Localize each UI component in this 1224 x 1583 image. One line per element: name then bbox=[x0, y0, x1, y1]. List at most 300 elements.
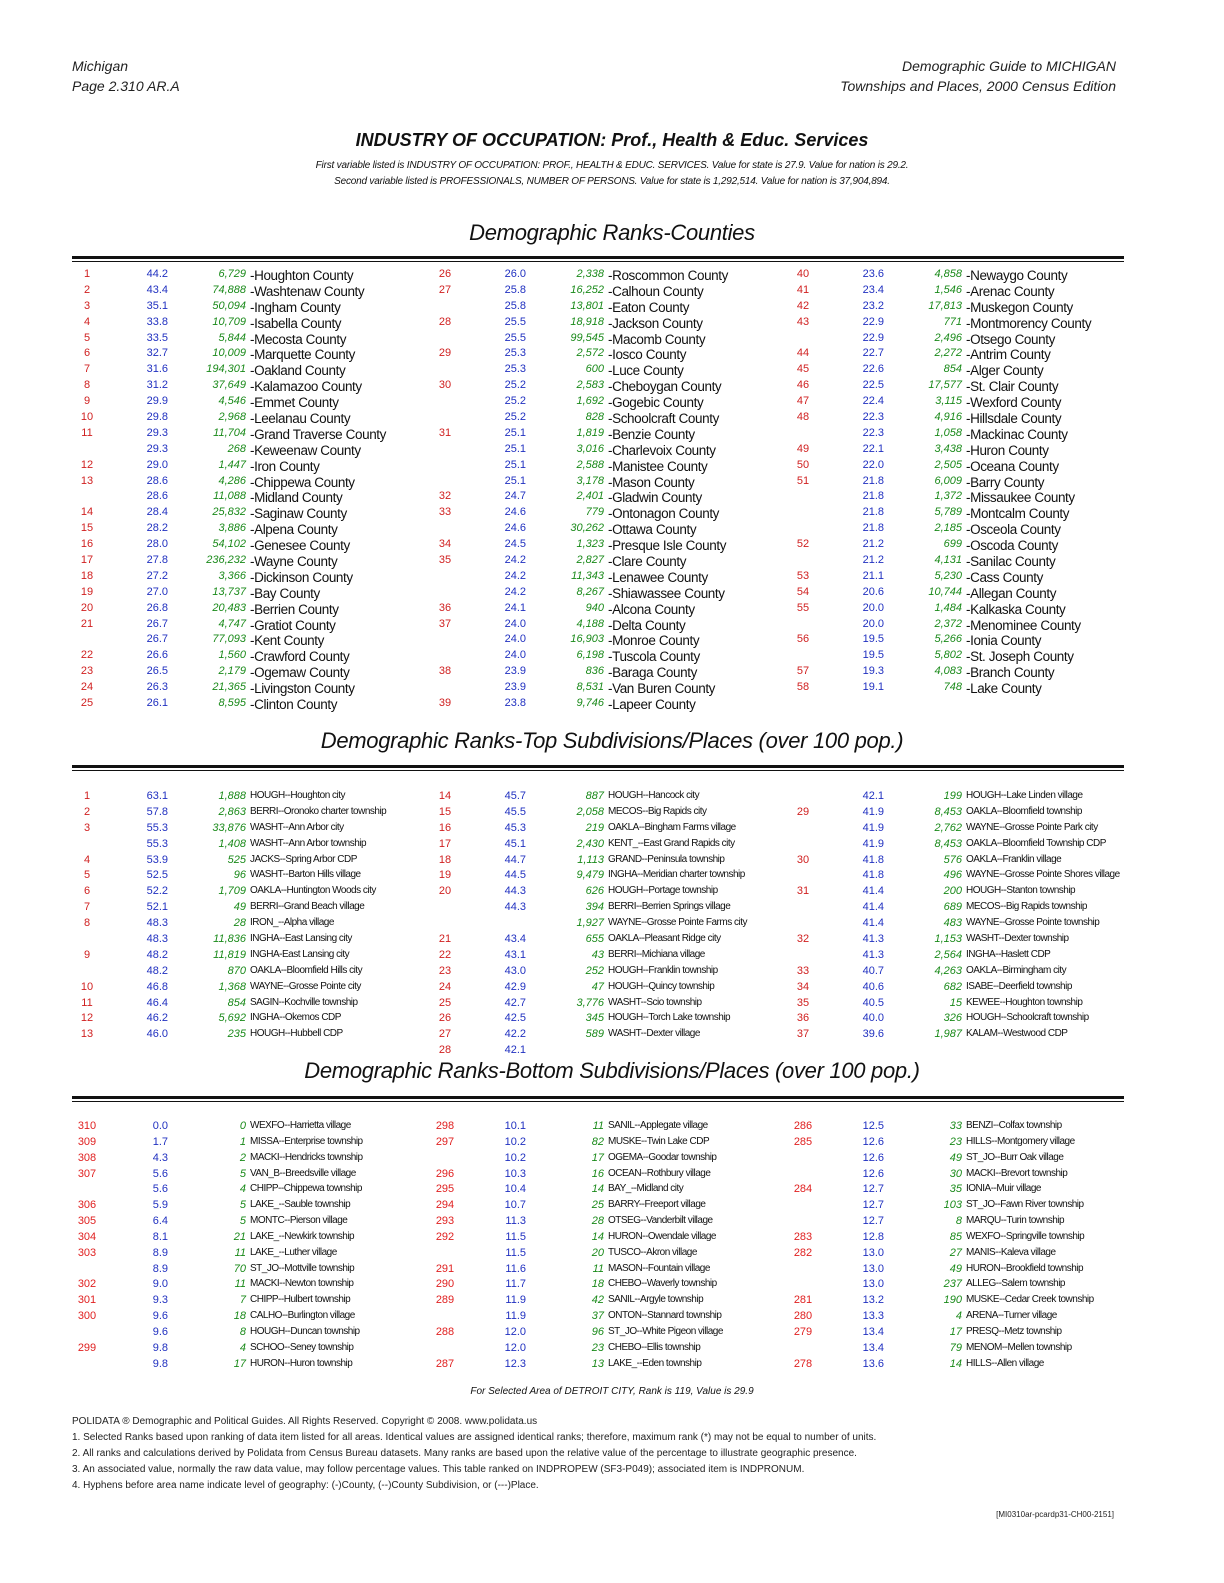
area-name-cell: MONTC--Pierson village bbox=[250, 1215, 348, 1227]
percent-cell: 22.4 bbox=[862, 395, 884, 408]
percent-cell: 0.0 bbox=[152, 1120, 168, 1132]
page-title: INDUSTRY OF OCCUPATION: Prof., Health & Educ. Services bbox=[355, 130, 869, 150]
area-name-cell: HOUGH--Duncan township bbox=[250, 1325, 360, 1337]
percent-cell: 27.0 bbox=[146, 585, 168, 598]
table-row bbox=[72, 268, 1142, 284]
rank-cell: 286 bbox=[793, 1120, 813, 1132]
percent-cell: 11.9 bbox=[505, 1294, 526, 1307]
area-name-cell: WAYNE--Grosse Pointe Shores village bbox=[966, 869, 1120, 881]
area-name-cell: -Marquette County bbox=[250, 347, 356, 363]
count-cell: 20,483 bbox=[212, 601, 246, 614]
percent-cell: 40.7 bbox=[862, 964, 884, 977]
percent-cell: 25.8 bbox=[504, 283, 526, 296]
area-name-cell: -Branch County bbox=[966, 665, 1055, 681]
percent-cell: 23.9 bbox=[504, 665, 526, 678]
rank-cell: 56 bbox=[796, 633, 810, 646]
area-name-cell: -Oceana County bbox=[966, 458, 1059, 474]
count-cell: 9,746 bbox=[576, 697, 604, 710]
percent-cell: 41.4 bbox=[862, 885, 884, 898]
percent-cell: 48.2 bbox=[146, 964, 168, 977]
table-row bbox=[72, 1326, 1142, 1342]
area-name-cell: OAKLA--Birmingham city bbox=[966, 964, 1067, 976]
count-cell: 1,368 bbox=[218, 980, 246, 993]
percent-cell: 26.1 bbox=[146, 697, 168, 710]
area-name-cell: -Baraga County bbox=[608, 665, 697, 681]
table-row bbox=[72, 1231, 1142, 1247]
area-name-cell: HILLS--Allen village bbox=[966, 1357, 1044, 1369]
count-cell: 10,709 bbox=[212, 315, 246, 328]
count-cell: 79 bbox=[949, 1341, 962, 1354]
area-name-cell: OAKLA--Pleasant Ridge city bbox=[608, 933, 721, 945]
count-cell: 18,918 bbox=[570, 315, 604, 328]
percent-cell: 21.2 bbox=[862, 538, 884, 551]
rank-cell: 51 bbox=[796, 474, 810, 487]
percent-cell: 24.0 bbox=[504, 633, 526, 646]
area-name-cell: -Ogemaw County bbox=[250, 665, 350, 681]
rank-cell: 300 bbox=[77, 1310, 97, 1323]
percent-cell: 42.1 bbox=[862, 790, 884, 802]
header-right bbox=[840, 56, 1116, 96]
rank-cell: 31 bbox=[796, 885, 810, 898]
count-cell: 23 bbox=[591, 1341, 604, 1354]
rank-cell: 28 bbox=[438, 1044, 452, 1057]
percent-cell: 45.1 bbox=[504, 837, 526, 850]
percent-cell: 32.7 bbox=[146, 347, 168, 360]
table-row bbox=[72, 1028, 1142, 1044]
area-name-cell: MISSA--Enterprise township bbox=[250, 1135, 363, 1147]
percent-cell: 13.4 bbox=[862, 1341, 884, 1354]
area-name-cell: WASHT--Ann Arbor city bbox=[250, 821, 344, 833]
table-row bbox=[72, 570, 1142, 586]
count-cell: 626 bbox=[585, 885, 604, 898]
rank-cell: 33 bbox=[438, 506, 452, 519]
rank-cell: 32 bbox=[438, 490, 452, 503]
area-name-cell: -Huron County bbox=[966, 442, 1049, 458]
count-cell: 17 bbox=[233, 1357, 246, 1370]
area-name-cell: -Emmet County bbox=[250, 395, 339, 411]
percent-cell: 35.1 bbox=[146, 299, 168, 312]
area-name-cell: MASON--Fountain village bbox=[608, 1262, 710, 1274]
percent-cell: 24.6 bbox=[504, 506, 526, 519]
percent-cell: 40.6 bbox=[862, 980, 884, 993]
rank-cell: 30 bbox=[438, 379, 452, 392]
area-name-cell: -Schoolcraft County bbox=[608, 411, 719, 427]
area-name-cell: -Gladwin County bbox=[608, 490, 702, 506]
count-cell: 4,747 bbox=[218, 617, 246, 630]
rank-cell: 44 bbox=[796, 347, 810, 360]
area-name-cell: -Iosco County bbox=[608, 347, 687, 363]
count-cell: 4,546 bbox=[218, 395, 246, 408]
area-name-cell: -Manistee County bbox=[608, 458, 708, 474]
count-cell: 1,408 bbox=[218, 837, 246, 850]
count-cell: 1,560 bbox=[218, 649, 246, 662]
rank-cell: 10 bbox=[80, 411, 94, 424]
area-name-cell: GRAND--Peninsula township bbox=[608, 853, 725, 865]
rank-cell: 27 bbox=[438, 1028, 452, 1041]
count-cell: 77,093 bbox=[212, 633, 246, 646]
area-name-cell: MUSKE--Cedar Creek township bbox=[966, 1294, 1094, 1306]
percent-cell: 5.9 bbox=[152, 1199, 168, 1212]
count-cell: 200 bbox=[943, 885, 962, 898]
percent-cell: 41.8 bbox=[862, 853, 884, 866]
percent-cell: 29.9 bbox=[146, 395, 168, 408]
count-cell: 11 bbox=[234, 1246, 246, 1259]
area-name-cell: -Charlevoix County bbox=[608, 442, 716, 458]
percent-cell: 24.2 bbox=[504, 585, 526, 598]
table-row bbox=[72, 490, 1142, 506]
table-row bbox=[72, 633, 1142, 649]
section-title-bottom: Demographic Ranks-Bottom Subdivisions/Places (over 100 pop.) bbox=[304, 1058, 920, 1083]
rank-cell: 303 bbox=[77, 1246, 97, 1259]
percent-cell: 8.9 bbox=[152, 1262, 168, 1275]
area-name-cell: INGHA--Haslett CDP bbox=[966, 948, 1051, 960]
percent-cell: 45.3 bbox=[504, 821, 526, 834]
area-name-cell: JACKS--Spring Arbor CDP bbox=[250, 853, 357, 865]
footnotes bbox=[72, 1414, 876, 1494]
count-cell: 252 bbox=[585, 964, 604, 977]
percent-cell: 42.1 bbox=[504, 1044, 526, 1057]
table-row bbox=[72, 854, 1142, 870]
table-row bbox=[72, 300, 1142, 316]
percent-cell: 53.9 bbox=[146, 853, 168, 866]
percent-cell: 41.9 bbox=[862, 821, 884, 834]
rank-cell: 19 bbox=[438, 869, 452, 882]
count-cell: 1,153 bbox=[934, 933, 962, 946]
table-row bbox=[72, 506, 1142, 522]
count-cell: 13,737 bbox=[212, 585, 246, 598]
rank-cell: 14 bbox=[80, 506, 94, 519]
percent-cell: 44.2 bbox=[146, 268, 168, 280]
count-cell: 854 bbox=[227, 996, 246, 1009]
rank-cell: 6 bbox=[83, 885, 91, 898]
rank-cell: 296 bbox=[435, 1167, 455, 1180]
count-cell: 28 bbox=[233, 917, 246, 930]
percent-cell: 9.6 bbox=[152, 1310, 168, 1323]
percent-cell: 20.6 bbox=[862, 585, 884, 598]
area-name-cell: WEXFO--Harrietta village bbox=[250, 1120, 351, 1131]
rank-cell: 22 bbox=[80, 649, 94, 662]
area-name-cell: -Ingham County bbox=[250, 299, 341, 315]
percent-cell: 24.0 bbox=[504, 649, 526, 662]
percent-cell: 13.4 bbox=[862, 1325, 884, 1338]
rank-cell: 32 bbox=[796, 933, 810, 946]
area-name-cell: -Lake County bbox=[966, 681, 1042, 697]
area-name-cell: WASHT--Barton Hills village bbox=[250, 869, 361, 881]
percent-cell: 25.5 bbox=[504, 315, 526, 328]
table-row bbox=[72, 1294, 1142, 1310]
count-cell: 14 bbox=[591, 1183, 604, 1196]
percent-cell: 48.3 bbox=[146, 933, 168, 946]
percent-cell: 6.4 bbox=[152, 1215, 168, 1228]
rank-cell: 307 bbox=[77, 1167, 97, 1180]
percent-cell: 12.5 bbox=[862, 1120, 884, 1132]
rank-cell: 55 bbox=[796, 601, 810, 614]
footnote-line: 2. All ranks and calculations derived by Polidata from Census Bureau datasets. Many ranks are based upon the relative value of the percentage to illustrate geographic presence. bbox=[72, 1448, 857, 1459]
area-name-cell: -Barry County bbox=[966, 474, 1045, 490]
area-name-cell: -Ottawa County bbox=[608, 522, 697, 538]
area-name-cell: -Saginaw County bbox=[250, 506, 347, 522]
rank-cell: 5 bbox=[83, 331, 91, 344]
percent-cell: 22.3 bbox=[862, 426, 884, 439]
count-cell: 2,968 bbox=[218, 411, 246, 424]
percent-cell: 28.6 bbox=[146, 490, 168, 503]
count-cell: 1,819 bbox=[576, 426, 604, 439]
count-cell: 8,595 bbox=[218, 697, 246, 710]
count-cell: 11,343 bbox=[571, 569, 604, 582]
area-name-cell: IONIA--Muir village bbox=[966, 1183, 1041, 1195]
percent-cell: 27.2 bbox=[146, 569, 168, 582]
rank-cell: 291 bbox=[435, 1262, 455, 1275]
count-cell: 5,230 bbox=[934, 569, 962, 582]
footnote-line: POLIDATA ® Demographic and Political Guides. All Rights Reserved. Copyright © 2008. www.polidata.us bbox=[72, 1416, 538, 1427]
percent-cell: 21.8 bbox=[862, 522, 884, 535]
table-row bbox=[72, 869, 1142, 885]
section-title-counties: Demographic Ranks-Counties bbox=[469, 220, 755, 245]
rank-cell: 309 bbox=[77, 1135, 97, 1148]
count-cell: 28 bbox=[591, 1215, 604, 1228]
rank-cell: 34 bbox=[796, 980, 810, 993]
percent-cell: 22.9 bbox=[862, 315, 884, 328]
table-row bbox=[72, 427, 1142, 443]
percent-cell: 41.9 bbox=[862, 837, 884, 850]
rank-cell: 17 bbox=[80, 554, 94, 567]
percent-cell: 12.3 bbox=[504, 1357, 526, 1370]
bottom-places-rank-table bbox=[72, 1120, 1142, 1374]
count-cell: 14 bbox=[949, 1357, 962, 1370]
count-cell: 3,178 bbox=[576, 474, 604, 487]
percent-cell: 1.7 bbox=[152, 1135, 168, 1148]
area-name-cell: ISABE--Deerfield township bbox=[966, 980, 1072, 992]
area-name-cell: -Lenawee County bbox=[608, 569, 708, 585]
area-name-cell: -Jackson County bbox=[608, 315, 703, 331]
percent-cell: 28.2 bbox=[146, 522, 168, 535]
area-name-cell: -Muskegon County bbox=[966, 299, 1073, 315]
rank-cell: 11 bbox=[81, 426, 93, 439]
percent-cell: 11.9 bbox=[505, 1310, 526, 1323]
count-cell: 5,266 bbox=[934, 633, 962, 646]
percent-cell: 22.6 bbox=[862, 363, 884, 376]
section-title-top: Demographic Ranks-Top Subdivisions/Places (over 100 pop.) bbox=[320, 728, 904, 753]
percent-cell: 25.1 bbox=[504, 458, 526, 471]
count-cell: 1,987 bbox=[934, 1028, 962, 1041]
percent-cell: 25.8 bbox=[504, 299, 526, 312]
count-cell: 21 bbox=[233, 1230, 246, 1243]
count-cell: 16 bbox=[591, 1167, 604, 1180]
count-cell: 8,453 bbox=[934, 837, 962, 850]
rank-cell: 298 bbox=[435, 1120, 455, 1132]
table-row bbox=[72, 459, 1142, 475]
area-name-cell: -Oscoda County bbox=[966, 538, 1058, 554]
area-name-cell: -Montcalm County bbox=[966, 506, 1070, 522]
count-cell: 2,272 bbox=[934, 347, 962, 360]
rank-cell: 2 bbox=[83, 805, 91, 818]
count-cell: 828 bbox=[585, 411, 604, 424]
count-cell: 47 bbox=[591, 980, 604, 993]
rank-cell: 16 bbox=[80, 538, 94, 551]
area-name-cell: BENZI--Colfax township bbox=[966, 1120, 1062, 1131]
area-name-cell: OAKLA--Bloomfield Township CDP bbox=[966, 837, 1106, 849]
percent-cell: 24.6 bbox=[504, 522, 526, 535]
count-cell: 779 bbox=[585, 506, 604, 519]
area-name-cell: OAKLA--Bloomfield Hills city bbox=[250, 964, 363, 976]
count-cell: 1,692 bbox=[576, 395, 604, 408]
table-row bbox=[72, 901, 1142, 917]
count-cell: 2,179 bbox=[218, 665, 246, 678]
count-cell: 854 bbox=[943, 363, 962, 376]
rank-cell: 294 bbox=[435, 1199, 455, 1212]
percent-cell: 26.6 bbox=[146, 649, 168, 662]
guide-edition: Townships and Places, 2000 Census Edition bbox=[840, 78, 1116, 94]
percent-cell: 13.0 bbox=[862, 1246, 884, 1259]
percent-cell: 10.1 bbox=[504, 1120, 526, 1132]
count-cell: 17,813 bbox=[928, 299, 962, 312]
percent-cell: 25.1 bbox=[504, 442, 526, 455]
count-cell: 9,479 bbox=[576, 869, 604, 882]
percent-cell: 25.1 bbox=[504, 474, 526, 487]
area-name-cell: HURON--Brookfield township bbox=[966, 1262, 1084, 1274]
count-cell: 13,801 bbox=[570, 299, 604, 312]
percent-cell: 25.3 bbox=[504, 363, 526, 376]
rank-cell: 283 bbox=[793, 1230, 813, 1243]
area-name-cell: -Lapeer County bbox=[608, 697, 696, 713]
count-cell: 7 bbox=[239, 1294, 246, 1307]
table-row bbox=[72, 838, 1142, 854]
area-name-cell: MECOS--Big Rapids city bbox=[608, 805, 707, 817]
count-cell: 219 bbox=[585, 821, 604, 834]
table-row bbox=[72, 411, 1142, 427]
count-cell: 1,372 bbox=[934, 490, 962, 503]
count-cell: 27 bbox=[949, 1246, 962, 1259]
count-cell: 14 bbox=[591, 1230, 604, 1243]
count-cell: 50,094 bbox=[212, 299, 246, 312]
rank-cell: 53 bbox=[796, 569, 810, 582]
area-name-cell: WASHT--Dexter township bbox=[966, 933, 1069, 945]
table-row bbox=[72, 554, 1142, 570]
count-cell: 5,789 bbox=[934, 506, 962, 519]
area-name-cell: ONTON--Stannard township bbox=[608, 1310, 722, 1322]
rank-cell: 26 bbox=[438, 268, 452, 280]
area-name-cell: -Alpena County bbox=[250, 522, 338, 538]
rank-cell: 8 bbox=[83, 379, 91, 392]
count-cell: 5,692 bbox=[218, 1012, 246, 1025]
count-cell: 10,744 bbox=[928, 585, 962, 598]
detroit-note: For Selected Area of DETROIT CITY, Rank is 119, Value is 29.9 bbox=[470, 1386, 754, 1397]
area-name-cell: HURON--Huron township bbox=[250, 1357, 353, 1369]
area-name-cell: WAYNE--Grosse Pointe Park city bbox=[966, 821, 1098, 833]
rank-cell: 58 bbox=[796, 681, 810, 694]
table-row bbox=[72, 649, 1142, 665]
table-row bbox=[72, 475, 1142, 491]
area-name-cell: HOUGH--Franklin township bbox=[608, 964, 718, 976]
count-cell: 235 bbox=[227, 1028, 246, 1041]
table-row bbox=[72, 1310, 1142, 1326]
rank-cell: 28 bbox=[438, 315, 452, 328]
state-name: Michigan bbox=[72, 58, 129, 74]
area-name-cell: ARENA--Turner village bbox=[966, 1310, 1057, 1322]
rank-cell: 308 bbox=[77, 1151, 97, 1164]
percent-cell: 41.4 bbox=[862, 917, 884, 930]
percent-cell: 19.5 bbox=[862, 649, 884, 662]
rank-cell: 10 bbox=[80, 980, 94, 993]
area-name-cell: -Clare County bbox=[608, 554, 687, 570]
percent-cell: 44.3 bbox=[504, 901, 526, 914]
count-cell: 11,704 bbox=[213, 426, 246, 439]
table-row bbox=[72, 1263, 1142, 1279]
rank-cell: 36 bbox=[796, 1012, 810, 1025]
percent-cell: 8.1 bbox=[152, 1230, 168, 1243]
rank-cell: 17 bbox=[438, 837, 452, 850]
area-name-cell: LAKE_--Luther village bbox=[250, 1246, 337, 1258]
percent-cell: 26.5 bbox=[146, 665, 168, 678]
rank-cell: 49 bbox=[796, 442, 810, 455]
table-row bbox=[72, 1183, 1142, 1199]
count-cell: 2,430 bbox=[576, 837, 604, 850]
area-name-cell: -Calhoun County bbox=[608, 283, 704, 299]
rank-cell: 23 bbox=[80, 665, 94, 678]
percent-cell: 52.2 bbox=[146, 885, 168, 898]
table-row bbox=[72, 697, 1142, 713]
percent-cell: 22.5 bbox=[862, 379, 884, 392]
percent-cell: 25.2 bbox=[504, 395, 526, 408]
percent-cell: 25.2 bbox=[504, 411, 526, 424]
rank-cell: 288 bbox=[435, 1325, 455, 1338]
table-row bbox=[72, 586, 1142, 602]
count-cell: 4,286 bbox=[218, 474, 246, 487]
percent-cell: 46.2 bbox=[146, 1012, 168, 1025]
section-rule bbox=[72, 256, 1124, 262]
percent-cell: 24.0 bbox=[504, 617, 526, 630]
area-name-cell: BERRI--Michiana village bbox=[608, 948, 705, 960]
percent-cell: 41.4 bbox=[862, 901, 884, 914]
table-row bbox=[72, 1199, 1142, 1215]
count-cell: 496 bbox=[943, 869, 962, 882]
area-name-cell: BERRI--Grand Beach village bbox=[250, 901, 365, 913]
rank-cell: 29 bbox=[438, 347, 452, 360]
area-name-cell: -Roscommon County bbox=[608, 268, 728, 283]
count-cell: 5 bbox=[239, 1167, 246, 1180]
rank-cell: 57 bbox=[796, 665, 810, 678]
count-cell: 17 bbox=[949, 1325, 962, 1338]
table-row bbox=[72, 933, 1142, 949]
percent-cell: 11.6 bbox=[505, 1262, 526, 1275]
area-name-cell: BERRI--Oronoko charter township bbox=[250, 805, 387, 817]
rank-cell: 37 bbox=[438, 617, 452, 630]
rank-cell: 9 bbox=[83, 395, 91, 408]
count-cell: 2,583 bbox=[576, 379, 604, 392]
table-row bbox=[72, 379, 1142, 395]
area-name-cell: SANIL--Applegate village bbox=[608, 1120, 708, 1131]
area-name-cell: CHIPP--Chippewa township bbox=[250, 1183, 362, 1195]
area-name-cell: CALHO--Burlington village bbox=[250, 1310, 355, 1322]
count-cell: 2,863 bbox=[218, 805, 246, 818]
rank-cell: 47 bbox=[796, 395, 810, 408]
percent-cell: 22.1 bbox=[862, 442, 884, 455]
footnote-line: 1. Selected Ranks based upon ranking of data item listed for all areas. Identical values are assigned identical ranks; therefore, maximum rank (*) may not be equal to number of units. bbox=[72, 1432, 877, 1443]
area-name-cell: -Mason County bbox=[608, 474, 695, 490]
count-cell: 6,729 bbox=[218, 268, 246, 280]
rank-cell: 23 bbox=[438, 964, 452, 977]
percent-cell: 41.9 bbox=[862, 805, 884, 818]
area-name-cell: -Osceola County bbox=[966, 522, 1061, 538]
area-name-cell: SAGIN--Kochville township bbox=[250, 996, 358, 1008]
rank-cell: 52 bbox=[796, 538, 810, 551]
area-name-cell: -Mecosta County bbox=[250, 331, 347, 347]
rank-cell: 43 bbox=[796, 315, 810, 328]
area-name-cell: -St. Joseph County bbox=[966, 649, 1074, 665]
count-cell: 5 bbox=[239, 1215, 246, 1228]
area-name-cell: -Berrien County bbox=[250, 601, 339, 617]
percent-cell: 41.8 bbox=[862, 869, 884, 882]
